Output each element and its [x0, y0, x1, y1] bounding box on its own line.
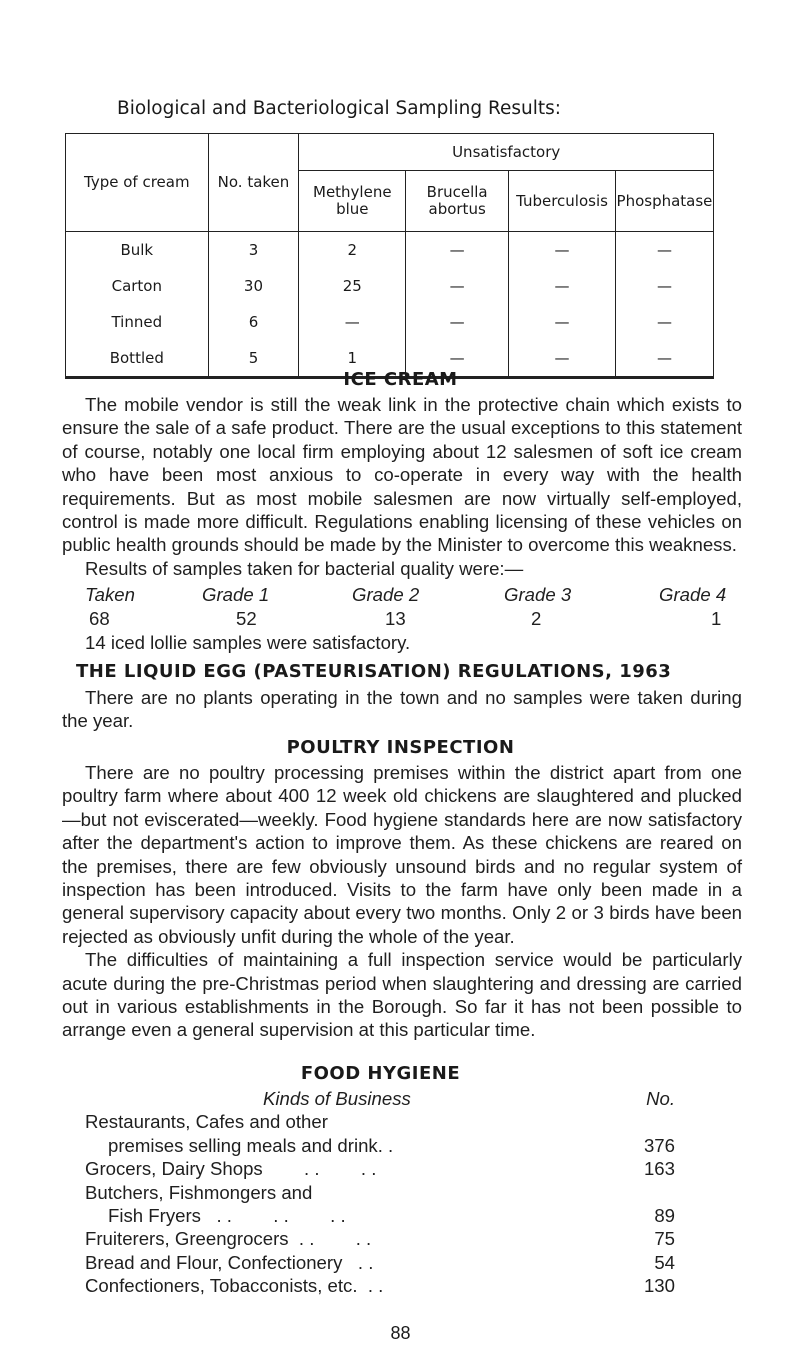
- food-hygiene-heading: FOOD HYGIENE: [300, 1063, 461, 1084]
- col-header-brucella: Brucella abortus: [406, 171, 509, 232]
- cell: —: [509, 340, 616, 378]
- cell: Tinned: [66, 304, 209, 340]
- business-label: Fruiterers, Greengrocers . . . .: [85, 1228, 372, 1250]
- cell: —: [509, 232, 616, 269]
- grade-header: Grade 4: [659, 584, 727, 605]
- business-count: 54: [654, 1251, 675, 1273]
- col-header-type: Type of cream: [66, 134, 209, 232]
- business-count: 376: [643, 1134, 675, 1156]
- poultry-heading: POULTRY INSPECTION: [286, 737, 515, 758]
- cell: 30: [208, 268, 299, 304]
- list-item: [62, 1274, 682, 1297]
- grade-value: 1: [711, 608, 722, 629]
- list-item: [62, 1204, 682, 1227]
- list-item: [62, 1157, 682, 1180]
- table-row: [66, 304, 714, 340]
- grade-header: Grade 1: [202, 584, 270, 605]
- poultry-paragraph-2: The difficulties of maintaining a full inspection service would be particularly acute during the pre-Christmas period when slaughtering and dressing are carried out in various establishments in the Borough. So far it has not been possible to arrange even a general supervision at this particular time.: [62, 949, 742, 1041]
- business-count: 89: [654, 1204, 675, 1226]
- business-count: 130: [643, 1275, 675, 1297]
- ice-cream-paragraph: The mobile vendor is still the weak link in the protective chain which exists to ensure the sale of a safe product. There are the usual exceptions to this statement of course, notably one local firm employing about 12 salesmen of soft ice cream who have been most anxious to co-operate in every way with the health requirements. But as most mobile salesmen are now virtually self-employed, control is made more difficult. Regulations enabling licensing of these vehicles on public health grounds should be made by the Minister to overcome this weakness.: [62, 394, 742, 556]
- food-hygiene-list: [62, 1087, 682, 1298]
- business-label: Grocers, Dairy Shops . . . .: [85, 1158, 377, 1180]
- cell: —: [615, 268, 713, 304]
- sampling-results-table: [65, 133, 714, 379]
- liquid-egg-heading: THE LIQUID EGG (PASTEURISATION) REGULATIONS, 1963: [76, 661, 672, 682]
- list-item: [62, 1227, 682, 1250]
- cell: —: [615, 340, 713, 378]
- business-label: Restaurants, Cafes and other: [85, 1111, 328, 1133]
- cell: 5: [208, 340, 299, 378]
- business-label: Bread and Flour, Confectionery . .: [85, 1251, 374, 1273]
- cell: —: [406, 232, 509, 269]
- table-row: [66, 268, 714, 304]
- liquid-egg-section: [62, 686, 742, 733]
- grade-value: 68: [89, 608, 110, 629]
- page-number: 88: [390, 1323, 411, 1343]
- list-item: [62, 1251, 682, 1274]
- cell: Bottled: [66, 340, 209, 378]
- results-intro: Results of samples taken for bacterial quality were:—: [85, 557, 524, 579]
- cell: 2: [299, 232, 406, 269]
- col-header-tuberculosis: Tuberculosis: [509, 171, 616, 232]
- business-label: Fish Fryers . . . . . .: [108, 1204, 346, 1226]
- cell: —: [406, 340, 509, 378]
- list-item: [62, 1181, 682, 1204]
- grade-value: 13: [385, 608, 406, 629]
- lollie-line: 14 iced lollie samples were satisfactory.: [85, 632, 411, 653]
- cell: Carton: [66, 268, 209, 304]
- cell: 6: [208, 304, 299, 340]
- poultry-paragraph-1: There are no poultry processing premises within the district apart from one poultry farm where about 400 12 week old chickens are slaughtered and plucked—but not eviscerated—weekly. Food hygiene standards here are now satisfactory after the department's action to improve them. As these chickens are reared on the premises, there are few obviously unsound birds and no regular system of inspection has been introduced. Visits to the farm have only been made in a general supervisory capacity about every two months. Only 2 or 3 birds have been rejected as obviously unfit during the whole of the year.: [62, 762, 742, 947]
- cell: —: [299, 304, 406, 340]
- unsatisfactory-header: Unsatisfactory: [299, 134, 714, 171]
- cell: —: [509, 268, 616, 304]
- food-hygiene-header-row: [62, 1087, 682, 1110]
- cell: 25: [299, 268, 406, 304]
- poultry-section: [62, 761, 742, 1042]
- kinds-header: Kinds of Business: [263, 1088, 411, 1109]
- grade-value: 52: [236, 608, 257, 629]
- table-caption: Biological and Bacteriological Sampling Results:: [117, 98, 561, 119]
- grade-header: Grade 3: [504, 584, 572, 605]
- cell: 1: [299, 340, 406, 378]
- cell: Bulk: [66, 232, 209, 269]
- col-header-methylene: Methylene blue: [299, 171, 406, 232]
- table-row: [66, 232, 714, 269]
- business-label: Butchers, Fishmongers and: [85, 1181, 313, 1203]
- list-item: [62, 1110, 682, 1133]
- liquid-egg-paragraph: There are no plants operating in the town and no samples were taken during the year.: [62, 687, 742, 732]
- ice-cream-heading: ICE CREAM: [343, 369, 458, 390]
- col-header-no-taken: No. taken: [208, 134, 299, 232]
- cell: —: [615, 304, 713, 340]
- cell: —: [406, 268, 509, 304]
- lollie-line-wrap: [62, 631, 742, 654]
- grade-value: 2: [531, 608, 542, 629]
- cell: —: [509, 304, 616, 340]
- col-header-phosphatase: Phosphatase: [615, 171, 713, 232]
- business-count: 75: [654, 1228, 675, 1250]
- grade-header: Taken: [85, 584, 135, 605]
- list-item: [62, 1134, 682, 1157]
- business-label: Confectioners, Tobacconists, etc. . .: [85, 1275, 384, 1297]
- no-header: No.: [646, 1088, 675, 1109]
- cell: 3: [208, 232, 299, 269]
- cell: —: [406, 304, 509, 340]
- business-label: premises selling meals and drink. .: [108, 1134, 394, 1156]
- cell: —: [615, 232, 713, 269]
- grade-header: Grade 2: [352, 584, 420, 605]
- ice-cream-section: [62, 393, 742, 580]
- business-count: 163: [643, 1158, 675, 1180]
